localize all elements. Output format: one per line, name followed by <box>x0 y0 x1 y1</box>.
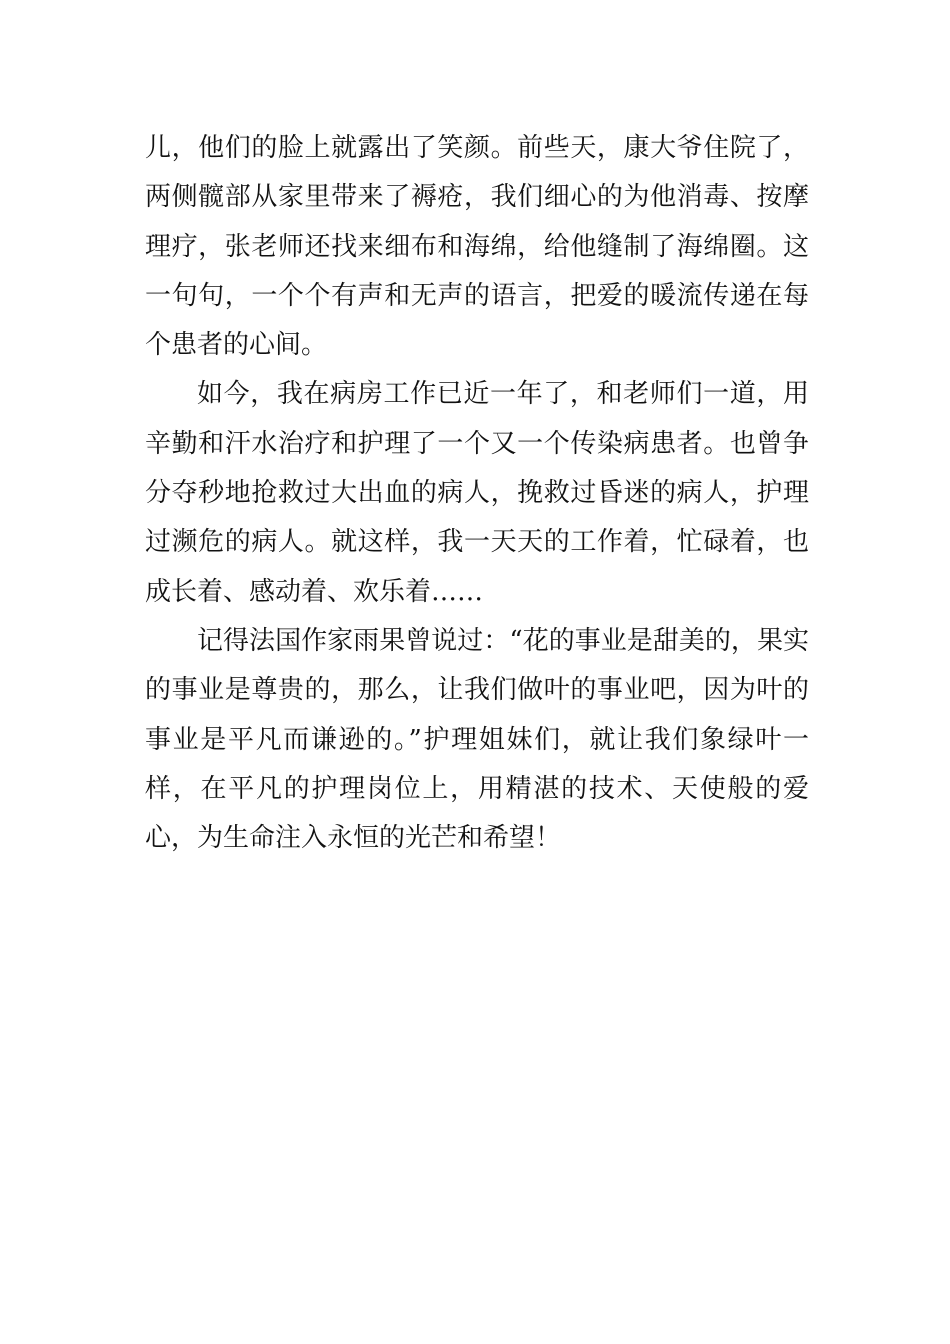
paragraph-continuation: 儿，他们的脸上就露出了笑颜。前些天，康大爷住院了，两侧髋部从家里带来了褥疮，我们细心的为他消毒、按摩理疗，张老师还找来细布和海绵，给他缝制了海绵圈。这一句句，一个个有声和无声的语言，把爱的暖流传递在每个患者的心间。 <box>145 133 809 361</box>
paragraph-hugo-quote: 记得法国作家雨果曾说过：“花的事业是甜美的，果实的事业是尊贵的，那么，让我们做叶的事业吧，因为叶的事业是平凡而谦逊的。”护理姐妹们，就让我们象绿叶一样，在平凡的护理岗位上，用精湛的技术、天使般的爱心，为生命注入永恒的光芒和希望！ <box>145 625 809 854</box>
paragraph-ward-work: 如今，我在病房工作已近一年了，和老师们一道，用辛勤和汗水治疗和护理了一个又一个传染病患者。也曾争分夺秒地抢救过大出血的病人，挽救过昏迷的病人，护理过濒危的病人。就这样，我一天天的工作着，忙碌着，也成长着、感动着、欢乐着…… <box>145 379 809 607</box>
document-body <box>145 124 809 863</box>
